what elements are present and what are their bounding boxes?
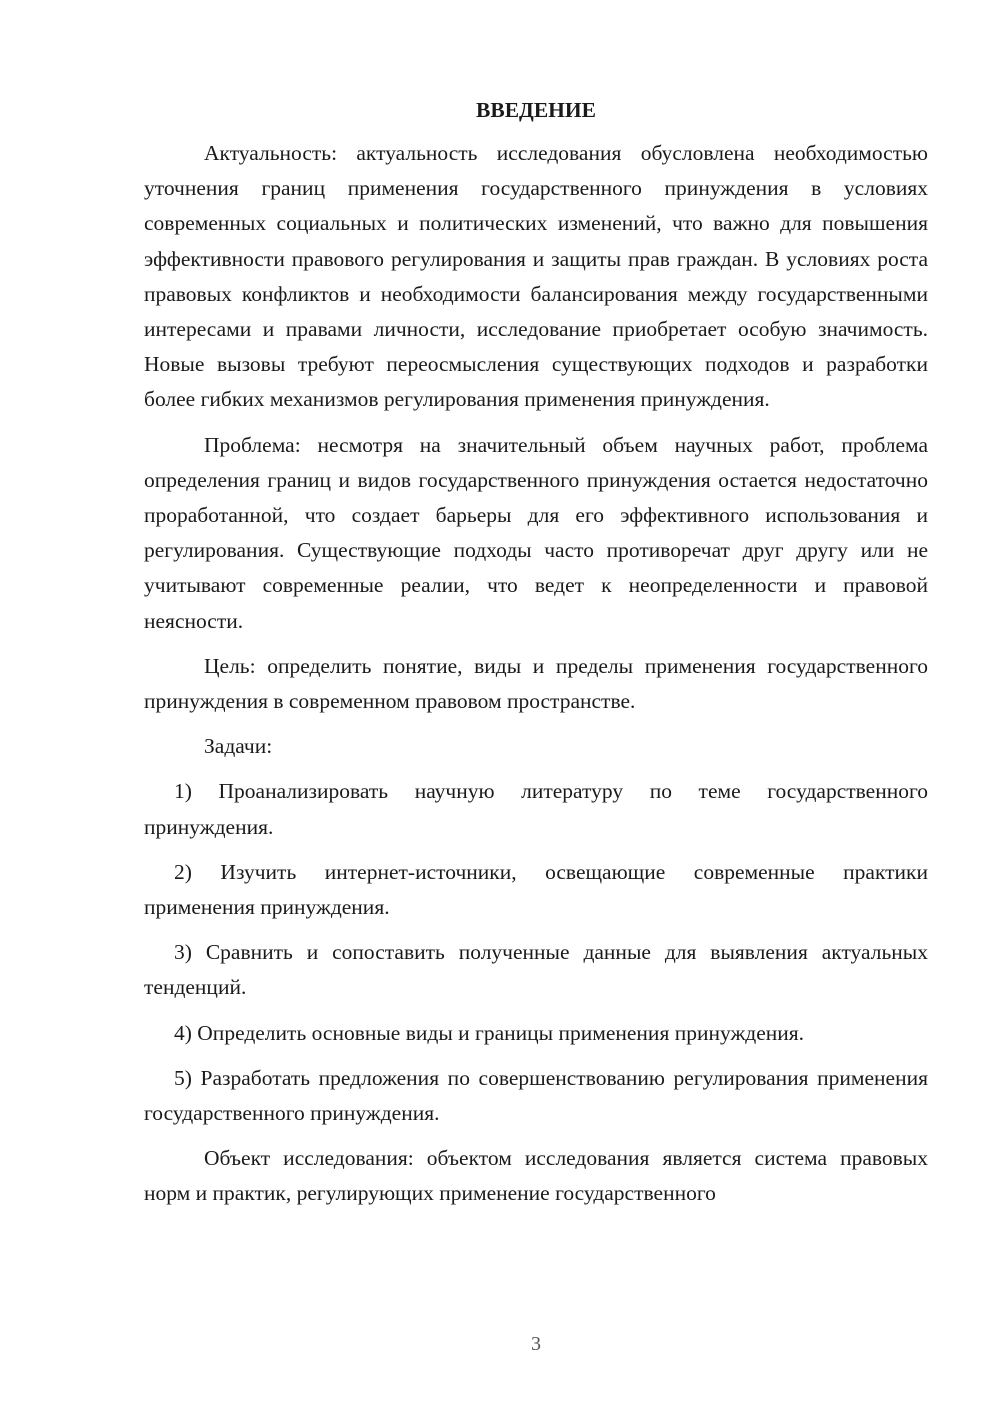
task-item: 1) Проанализировать научную литературу по теме государственного принуждения.	[144, 779, 928, 839]
page-number: 3	[531, 1333, 541, 1355]
task-item: 4) Определить основные виды и границы применения принуждения.	[174, 1020, 805, 1045]
page-title: ВВЕДЕНИЕ	[476, 98, 596, 122]
page-content	[144, 92, 928, 1222]
tasks-heading: Задачи:	[204, 734, 273, 759]
task-item: 3) Сравнить и сопоставить полученные данные для выявления актуальных тенденций.	[144, 940, 928, 1000]
task-item: 2) Изучить интернет-источники, освещающие современные практики применения принуждения.	[144, 859, 928, 920]
paragraph-goal: Цель: определить понятие, виды и пределы применения государственного принуждения в современном правовом пространстве.	[144, 653, 928, 714]
paragraph-object: Объект исследования: объектом исследования является система правовых норм и практик, регулирующих применение государственного	[144, 1146, 928, 1206]
paragraph-problem: Проблема: несмотря на значительный объем научных работ, проблема определения границ и видов государственного принуждения остается недостаточно проработанной, что создает барьеры для его эффективного использования и регулирования. Существующие подходы часто противоречат друг другу или не учитывают современные реалии, что ведет к неопределенности и правовой неясности.	[144, 432, 928, 633]
paragraph-relevance: Актуальность: актуальность исследования обусловлена необходимостью уточнения границ применения государственного принуждения в условиях современных социальных и политических изменений, что важно для повышения эффективности правового регулирования и защиты прав граждан. В условиях роста правовых конфликтов и необходимости балансирования между государственными интересами и правами личности, исследование приобретает особую значимость. Новые вызовы требуют переосмысления существующих подходов и разработки более гибких механизмов регулирования применения принуждения.	[144, 141, 928, 412]
task-item: 5) Разработать предложения по совершенствованию регулирования применения государственного принуждения.	[144, 1065, 928, 1126]
